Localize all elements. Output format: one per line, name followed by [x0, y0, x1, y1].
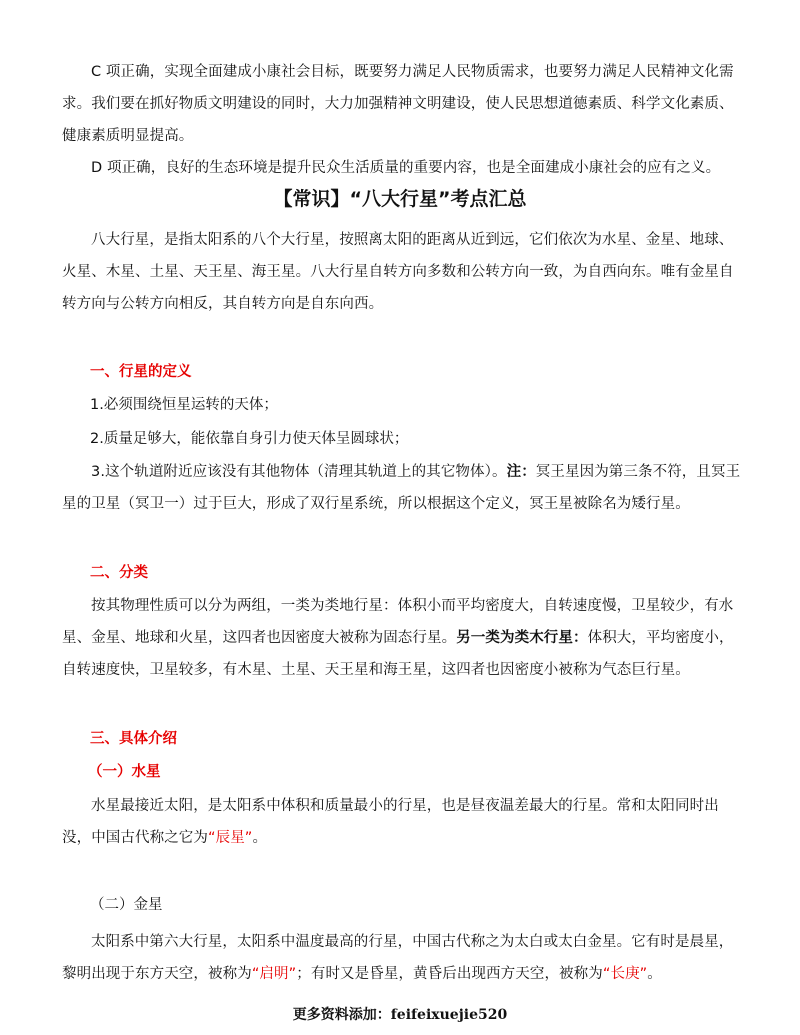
- footer-contact: 更多资料添加：feifeixuejie520: [292, 1007, 508, 1023]
- definition-item-3: [62, 456, 742, 520]
- mercury-end: 。: [252, 830, 268, 846]
- paragraph-d: D 项正确，良好的生态环境是提升民众生活质量的重要内容，也是全面建成小康社会的应有之义。: [91, 160, 721, 176]
- jovian-text: 体积大，平均密度小，自转速度快，卫星较多，有木星、土星、天王星和海王星，这四者也因密度小被称为气态巨行星。: [62, 630, 734, 678]
- definition-item-1: 1.必须围绕恒星运转的天体；: [90, 397, 278, 413]
- venus-end: 。: [647, 966, 662, 982]
- mercury-text: 水星最接近太阳，是太阳系中体积和质量最小的行星，也是昼夜温差最大的行星。常和太阳同时出没，中国古代称之它为: [62, 798, 719, 846]
- item-3-text: 3.这个轨道附近应该没有其他物体（清理其轨道上的其它物体）。: [91, 464, 507, 480]
- mercury-paragraph: [62, 790, 742, 854]
- venus-paragraph: [62, 926, 742, 990]
- definition-item-2: 2.质量足够大，能依靠自身引力使天体呈圆球状；: [90, 431, 409, 447]
- classification-paragraph: [62, 590, 742, 686]
- mercury-heading: （一）水星: [88, 764, 161, 780]
- item-3-note-label: 注：: [506, 464, 536, 480]
- venus-text-a: 太阳系中第六大行星，太阳系中温度最高的行星，中国古代称之为太白或太白金星。它有时是晨星，黎明出现于东方天空，被称为: [62, 934, 734, 982]
- mercury-ancient-name: “辰星”: [208, 830, 253, 846]
- paragraph-c: C 项正确，实现全面建成小康社会目标，既要努力满足人民物质需求，也要努力满足人民精神文化需求。我们要在抓好物质文明建设的同时，大力加强精神文明建设，使人民思想道德素质、科学文化素质、健康素质明显提高。: [62, 64, 734, 144]
- venus-morning-name: “启明”: [251, 966, 297, 982]
- section-3-heading: 三、具体介绍: [90, 731, 177, 747]
- intro-paragraph: 八大行星，是指太阳系的八个大行星，按照离太阳的距离从近到远，它们依次为水星、金星、地球、火星、木星、土星、天王星、海王星。八大行星自转方向多数和公转方向一致，为自西向东。唯有金星自转方向与公转方向相反，其自转方向是自东向西。: [62, 232, 734, 312]
- section-1-heading: 一、行星的定义: [90, 364, 192, 380]
- venus-text-b: ；有时又是昏星，黄昏后出现西方天空，被称为: [296, 966, 603, 982]
- venus-evening-name: “长庚”: [602, 966, 648, 982]
- section-2-heading: 二、分类: [90, 565, 148, 581]
- page-title: 【常识】“八大行星”考点汇总: [273, 188, 527, 210]
- jovian-label: 另一类为类木行星：: [456, 630, 588, 646]
- item-3-note-text: 冥王星因为第三条不符，且冥王星的卫星（冥卫一）过于巨大，形成了双行星系统，所以根据这个定义，冥王星被除名为矮行星。: [62, 464, 741, 512]
- venus-heading: （二）金星: [90, 897, 163, 913]
- terrestrial-text: 按其物理性质可以分为两组，一类为类地行星：体积小而平均密度大，自转速度慢，卫星较少，有水星、金星、地球和火星，这四者也因密度大被称为固态行星。: [62, 598, 734, 646]
